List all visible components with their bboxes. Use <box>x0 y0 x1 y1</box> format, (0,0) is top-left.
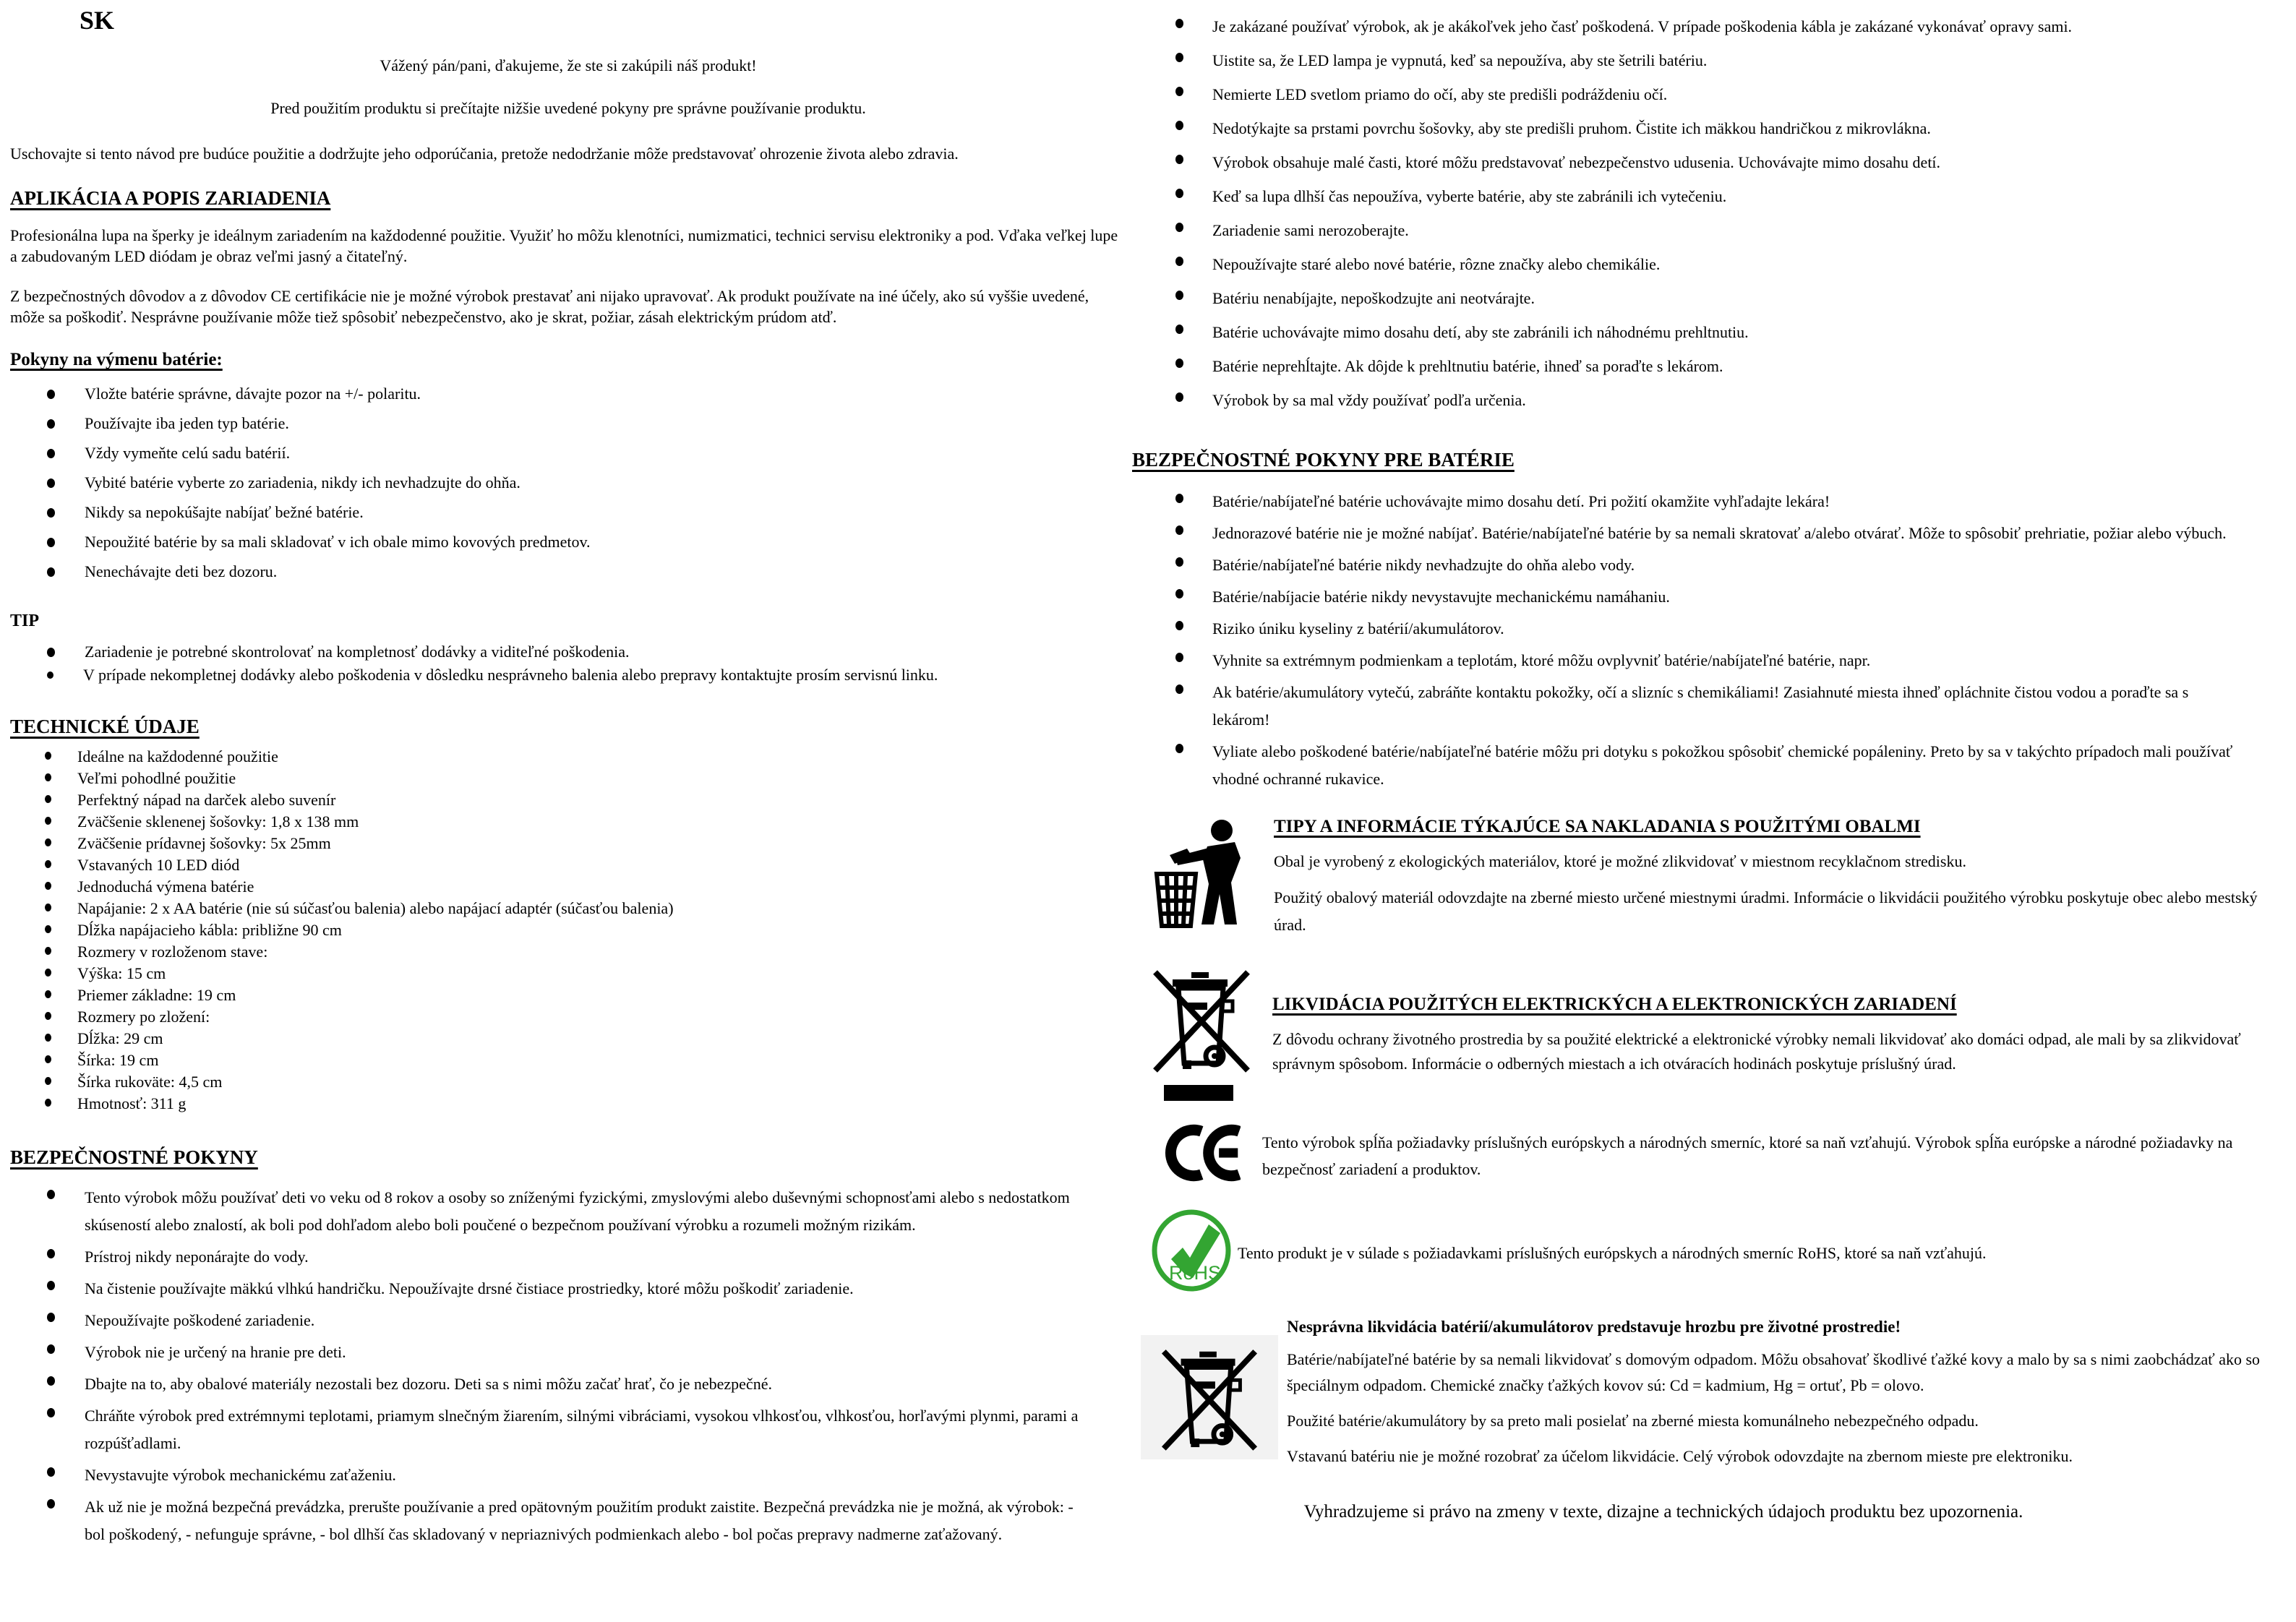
bullet-dot-icon <box>47 508 55 518</box>
list-item: Keď sa lupa dlhší čas nepoužíva, vyberte batérie, aby ste zabránili ich vytečeniu. <box>1132 183 2282 210</box>
bullet-dot-icon <box>45 969 51 977</box>
safety-instructions-list-right <box>1132 13 2282 414</box>
bullet-dot-icon <box>47 419 55 429</box>
list-item: Jednoduchá výmena batérie <box>10 876 1126 898</box>
bullet-dot-icon <box>1175 291 1183 300</box>
list-item: Batérie/nabíjacie batérie nikdy nevystavujte mechanickému namáhaniu. <box>1132 583 2282 611</box>
list-item: Výška: 15 cm <box>10 963 1126 984</box>
packaging-tips-text <box>1274 815 2282 939</box>
battery-disposal-paragraph-3: Vstavanú batériu nie je možné rozobrať za účelom likvidácie. Celý výrobok odovzdajte na zbernom mieste pre elektroniku. <box>1287 1447 2073 1465</box>
list-item: Ak už nie je možná bezpečná prevádzka, prerušte používanie a pred opätovným použitím produkt zaistite. Bezpečná prevádzka nie je možná, ak výrobok: - bol poškodený, - nefunguje správne, - bol dlhší čas skladovaný v nepriaznivých podmienkach alebo - bol počas prepravy nadmerne zaťažovaný. <box>10 1493 1126 1548</box>
crossed-bin-icon <box>1141 1335 1278 1459</box>
bullet-dot-icon <box>47 1281 55 1290</box>
ce-text: Tento výrobok spĺňa požiadavky príslušných európskych a národných smerníc, ktoré sa naň vzťahujú. Výrobok spĺňa európske a národné požiadavky na bezpečnosť zariadení a produktov. <box>1262 1133 2233 1178</box>
safety-instructions-list-left <box>10 1184 1126 1548</box>
list-item: Priemer základne: 19 cm <box>10 984 1126 1006</box>
weee-crossed-bin-icon <box>1151 964 1252 1073</box>
packaging-tips-heading: TIPY A INFORMÁCIE TÝKAJÚCE SA NAKLADANIA S POUŽITÝMI OBALMI <box>1274 817 1921 836</box>
list-item: Prístroj nikdy neponárajte do vody. <box>10 1243 1126 1271</box>
list-item: Rozmery v rozloženom stave: <box>10 941 1126 963</box>
technical-data-list <box>10 746 1126 1115</box>
intro-greeting: Vážený pán/pani, ďakujeme, že ste si zakúpili náš produkt! <box>380 56 757 74</box>
bullet-dot-icon <box>47 1499 55 1509</box>
bullet-dot-icon <box>1175 557 1183 567</box>
left-column <box>10 0 1126 1553</box>
bullet-dot-icon <box>47 538 55 547</box>
list-item: Veľmi pohodlné použitie <box>10 768 1126 789</box>
list-item: Je zakázané používať výrobok, ak je akákoľvek jeho časť poškodená. V prípade poškodenia kábla je zakázané vykonávať opravy sami. <box>1132 13 2282 40</box>
bullet-dot-icon <box>1175 653 1183 662</box>
bullet-dot-icon <box>47 1190 55 1199</box>
bullet-dot-icon <box>47 479 55 488</box>
bullet-dot-icon <box>1175 392 1183 402</box>
bullet-dot-icon <box>47 449 55 458</box>
list-item: Nikdy sa nepokúšajte nabíjať bežné batérie. <box>10 502 1126 523</box>
bullet-dot-icon <box>45 1034 51 1042</box>
list-item: Napájanie: 2 x AA batérie (nie sú súčasťou balenia) alebo napájací adaptér (súčasťou balenia) <box>10 898 1126 919</box>
bullet-dot-icon <box>45 1012 51 1020</box>
list-item: V prípade nekompletnej dodávky alebo poškodenia v dôsledku nesprávneho balenia alebo prepravy kontaktujte prosím servisnú linku. <box>10 665 1126 685</box>
battery-disposal-section <box>1132 1316 2282 1469</box>
bullet-dot-icon <box>1175 155 1183 164</box>
list-item: Vložte batérie správne, dávajte pozor na +/- polaritu. <box>10 384 1126 404</box>
bullet-dot-icon <box>45 795 51 803</box>
bullet-dot-icon <box>45 882 51 890</box>
bullet-dot-icon <box>45 990 51 998</box>
list-item: Dbajte na to, aby obalové materiály nezostali bez dozoru. Deti sa s nimi môžu začať hrať, čo je nebezpečné. <box>10 1370 1126 1398</box>
list-item: Nepoužité batérie by sa mali skladovať v ich obale mimo kovových predmetov. <box>10 532 1126 552</box>
list-item: Zväčšenie sklenenej šošovky: 1,8 x 138 mm <box>10 811 1126 833</box>
intro-keep-note: Uschovajte si tento návod pre budúce použitie a dodržujte jeho odporúčania, pretože nedodržanie môže predstavovať ohrozenie života alebo zdravia. <box>10 145 959 163</box>
bullet-dot-icon <box>1175 325 1183 334</box>
list-item: Dĺžka napájacieho kábla: približne 90 cm <box>10 919 1126 941</box>
list-item: Šírka rukoväte: 4,5 cm <box>10 1071 1126 1093</box>
battery-disposal-paragraph-1: Batérie/nabíjateľné batérie by sa nemali likvidovať s domovým odpadom. Môžu obsahovať škodlivé ťažké kovy a malo by sa s nimi zaobchádzať ako so špeciálnym odpadom. Chemické značky ťažkých kovov sú: Cd = kadmium, Hg = ortuť, Pb = olovo. <box>1287 1350 2261 1394</box>
application-paragraph-2: Z bezpečnostných dôvodov a z dôvodov CE certifikácie nie je možné výrobok prestavať ani nijako upravovať. Ak produkt používate na iné účely, ako sú vyššie uvedené, môže sa poškodiť. Nesprávne používanie môže tiež spôsobiť nebezpečenstvo, ako je skrat, požiar, zásah elektrickým prúdom atď. <box>10 287 1089 326</box>
bullet-dot-icon <box>47 1467 55 1477</box>
bullet-dot-icon <box>1175 257 1183 266</box>
safety-instructions-heading: BEZPEČNOSTNÉ POKYNY <box>10 1146 258 1168</box>
black-bar-icon <box>1164 1085 1233 1101</box>
bullet-dot-icon <box>1175 685 1183 694</box>
bullet-dot-icon <box>45 860 51 868</box>
list-item: Ak batérie/akumulátory vytečú, zabráňte kontaktu pokožky, očí a slizníc s chemikáliami! Zasiahnuté miesta ihneď opláchnite čistou vodou a poraďte sa s lekárom! <box>1132 679 2282 734</box>
bullet-dot-icon <box>45 947 51 955</box>
tip-heading: TIP <box>10 612 40 630</box>
bullet-dot-icon <box>1175 87 1183 96</box>
list-item: Výrobok obsahuje malé časti, ktoré môžu predstavovať nebezpečenstvo udusenia. Uchovávajte mimo dosahu detí. <box>1132 149 2282 176</box>
list-item: Chráňte výrobok pred extrémnymi teplotami, priamym slnečným žiarením, silnými vibráciami, vysokou vlhkosťou, vlhkosťou, horľavými plynmi, parami a rozpúšťadlami. <box>10 1402 1126 1457</box>
list-item: Uistite sa, že LED lampa je vypnutá, keď sa nepoužíva, aby ste šetrili batériu. <box>1132 47 2282 74</box>
list-item: Nedotýkajte sa prstami povrchu šošovky, aby ste predišli pruhom. Čistite ich mäkkou handričkou z mikrovlákna. <box>1132 115 2282 142</box>
list-item: Batérie/nabíjateľné batérie nikdy nevhadzujte do ohňa alebo vody. <box>1132 552 2282 579</box>
list-item: Nepoužívajte staré alebo nové batérie, rôzne značky alebo chemikálie. <box>1132 251 2282 278</box>
bullet-dot-icon <box>45 1077 51 1085</box>
bullet-dot-icon <box>47 1408 55 1417</box>
packaging-paragraph-2: Použitý obalový materiál odovzdajte na zberné miesto určené miestnymi úradmi. Informácie o likvidácii použitého výrobku poskytuje obec alebo mestský úrad. <box>1274 888 2258 934</box>
language-tag: SK <box>80 6 115 35</box>
list-item: Používajte iba jeden typ batérie. <box>10 413 1126 434</box>
list-item: Vybité batérie vyberte zo zariadenia, nikdy ich nevhadzujte do ohňa. <box>10 473 1126 493</box>
bullet-dot-icon <box>47 390 55 399</box>
list-item: Batérie uchovávajte mimo dosahu detí, aby ste zabránili ich náhodnému prehltnutiu. <box>1132 319 2282 346</box>
bullet-dot-icon <box>45 1055 51 1063</box>
list-item: Výrobok by sa mal vždy používať podľa určenia. <box>1132 387 2282 414</box>
bullet-dot-icon <box>1175 744 1183 753</box>
list-item: Riziko úniku kyseliny z batérií/akumulátorov. <box>1132 615 2282 643</box>
rohs-label: RoHS <box>1169 1262 1222 1284</box>
list-item: Nepoužívajte poškodené zariadenie. <box>10 1307 1126 1334</box>
bullet-dot-icon <box>45 817 51 825</box>
list-item: Vyhnite sa extrémnym podmienkam a teplotám, ktoré môžu ovplyvniť batérie/nabíjateľné batérie, napr. <box>1132 647 2282 674</box>
weee-paragraph: Z dôvodu ochrany životného prostredia by sa použité elektrické a elektronické výrobky nemali likvidovať ako domáci odpad, ale mali by sa zlikvidovať správnym spôsobom. Informácie o odberných miestach a ich otváracích hodinách poskytuje príslušný úrad. <box>1272 1030 2241 1073</box>
bullet-dot-icon <box>47 1344 55 1354</box>
battery-safety-heading: BEZPEČNOSTNÉ POKYNY PRE BATÉRIE <box>1132 449 1515 471</box>
rohs-check-icon <box>1151 1209 1232 1297</box>
bullet-dot-icon <box>1175 494 1183 503</box>
list-item: Vždy vymeňte celú sadu batérií. <box>10 443 1126 463</box>
list-item: Batérie/nabíjateľné batérie uchovávajte mimo dosahu detí. Pri požití okamžite vyhľadajte lekára! <box>1132 488 2282 515</box>
technical-data-heading: TECHNICKÉ ÚDAJE <box>10 716 200 737</box>
bullet-dot-icon <box>45 752 51 760</box>
bullet-dot-icon <box>1175 589 1183 598</box>
list-item: Dĺžka: 29 cm <box>10 1028 1126 1050</box>
rohs-text: Tento produkt je v súlade s požiadavkami príslušných európskych a národných smerníc RoHS, ktoré sa naň vzťahujú. <box>1238 1244 1987 1262</box>
bullet-dot-icon <box>47 648 55 657</box>
battery-replacement-list <box>10 384 1126 582</box>
bullet-dot-icon <box>47 1376 55 1386</box>
bullet-dot-icon <box>47 1249 55 1258</box>
list-item: Na čistenie používajte mäkkú vlhkú handričku. Nepoužívajte drsné čistiace prostriedky, ktoré môžu poškodiť zariadenie. <box>10 1275 1126 1303</box>
list-item: Šírka: 19 cm <box>10 1050 1126 1071</box>
tip-list <box>10 642 1126 685</box>
change-rights-note: Vyhradzujeme si právo na zmeny v texte, dizajne a technických údajoch produktu bez upozornenia. <box>1303 1502 2023 1522</box>
list-item: Perfektný nápad na darček alebo suvenír <box>10 789 1126 811</box>
bullet-dot-icon <box>45 773 51 781</box>
bullet-dot-icon <box>1175 359 1183 368</box>
list-item: Batérie neprehĺtajte. Ak dôjde k prehltnutiu batérie, ihneď sa poraďte s lekárom. <box>1132 353 2282 380</box>
weee-heading: LIKVIDÁCIA POUŽITÝCH ELEKTRICKÝCH A ELEKTRONICKÝCH ZARIADENÍ <box>1272 995 1957 1014</box>
list-item: Jednorazové batérie nie je možné nabíjať. Batérie/nabíjateľné batérie by sa nemali skratovať a/alebo otvárať. Môže to spôsobiť prehriatie, požiar alebo výbuch. <box>1132 520 2282 547</box>
list-item: Rozmery po zložení: <box>10 1006 1126 1028</box>
list-item: Tento výrobok môžu používať deti vo veku od 8 rokov a osoby so zníženými fyzickými, zmyslovými alebo duševnými schopnosťami alebo s nedostatkom skúseností alebo znalostí, ak boli pod dohľadom alebo boli poučené o bezpečnom používaní výrobku a rozumeli možným rizikám. <box>10 1184 1126 1239</box>
bullet-dot-icon <box>45 1099 51 1107</box>
battery-replacement-heading: Pokyny na výmenu batérie: <box>10 350 223 369</box>
tidy-man-icon <box>1149 815 1258 935</box>
application-heading: APLIKÁCIA A POPIS ZARIADENIA <box>10 187 331 209</box>
list-item: Zariadenie je potrebné skontrolovať na kompletnosť dodávky a viditeľné poškodenia. <box>10 642 1126 662</box>
bullet-dot-icon <box>1175 19 1183 28</box>
right-column <box>1132 0 2282 1522</box>
battery-disposal-heading: Nesprávna likvidácia batérií/akumulátorov predstavuje hrozbu pre životné prostredie! <box>1287 1318 1901 1336</box>
bullet-dot-icon <box>1175 223 1183 232</box>
bullet-dot-icon <box>47 1313 55 1322</box>
list-item: Nevystavujte výrobok mechanickému zaťaženiu. <box>10 1462 1126 1489</box>
bullet-dot-icon <box>1175 189 1183 198</box>
list-item: Výrobok nie je určený na hranie pre deti. <box>10 1339 1126 1366</box>
rohs-section <box>1132 1209 2282 1297</box>
bullet-dot-icon <box>1175 121 1183 130</box>
list-item: Zväčšenie prídavnej šošovky: 5x 25mm <box>10 833 1126 854</box>
bullet-dot-icon <box>1175 53 1183 62</box>
ce-section <box>1132 1121 2282 1190</box>
packaging-tips-section <box>1132 815 2282 939</box>
bullet-dot-icon <box>1175 525 1183 535</box>
list-item: Vyliate alebo poškodené batérie/nabíjateľné batérie môžu pri dotyku s pokožkou spôsobiť chemické popáleniny. Preto by sa v takýchto prípadoch mali používať vhodné ochranné rukavice. <box>1132 738 2282 793</box>
weee-section <box>1132 964 2282 1101</box>
ce-mark-icon <box>1160 1121 1241 1190</box>
bullet-dot-icon <box>45 904 51 911</box>
list-item: Zariadenie sami nerozoberajte. <box>1132 217 2282 244</box>
list-item: Ideálne na každodenné použitie <box>10 746 1126 768</box>
intro-read-instruction: Pred použitím produktu si prečítajte nižšie uvedené pokyny pre správne používanie produktu. <box>270 99 866 117</box>
weee-icon-column <box>1151 964 1252 1101</box>
battery-disposal-text <box>1287 1316 2282 1469</box>
bullet-dot-icon <box>47 567 55 577</box>
bullet-dot-icon <box>1175 621 1183 630</box>
packaging-paragraph-1: Obal je vyrobený z ekologických materiálov, ktoré je možné zlikvidovať v miestnom recyklačnom stredisku. <box>1274 852 1966 870</box>
weee-text <box>1272 992 2282 1076</box>
bullet-dot-icon <box>45 925 51 933</box>
list-item: Batériu nenabíjajte, nepoškodzujte ani neotvárajte. <box>1132 285 2282 312</box>
application-paragraph-1: Profesionálna lupa na šperky je ideálnym zariadením na každodenné použitie. Využiť ho môžu klenotníci, numizmatici, technici servisu elektroniky a pod. Vďaka veľkej lupe a zabudovaným LED diódam je obraz veľmi jasný a čitateľný. <box>10 226 1118 265</box>
list-item: Nenechávajte deti bez dozoru. <box>10 562 1126 582</box>
list-item: Vstavaných 10 LED diód <box>10 854 1126 876</box>
battery-disposal-paragraph-2: Použité batérie/akumulátory by sa preto mali posielať na zberné miesta komunálneho nebezpečného odpadu. <box>1287 1412 1979 1430</box>
list-item: Nemierte LED svetlom priamo do očí, aby ste predišli podráždeniu očí. <box>1132 81 2282 108</box>
battery-safety-list <box>1132 488 2282 793</box>
bullet-dot-icon <box>45 838 51 846</box>
list-item: Hmotnosť: 311 g <box>10 1093 1126 1115</box>
bullet-dot-icon <box>47 671 53 679</box>
